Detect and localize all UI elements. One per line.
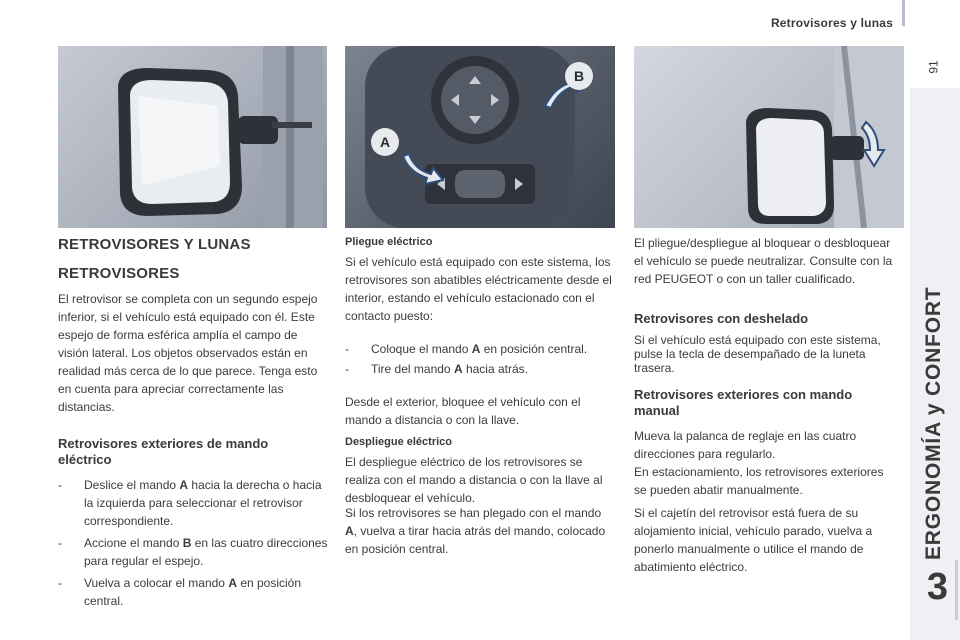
electric-mirrors-heading: Retrovisores exteriores de mando eléctrico xyxy=(58,436,269,467)
list-item: - Vuelva a colocar el mando A en posición central. xyxy=(58,576,302,608)
fold-list xyxy=(345,340,620,378)
callout-b: B xyxy=(573,68,585,84)
chapter-number: 3 xyxy=(926,566,948,608)
list-item: - Accione el mando B en las cuatro direcciones para regular el espejo. xyxy=(58,536,328,568)
section-label xyxy=(916,286,952,560)
intro-paragraph: El retrovisor se completa con un segundo espejo inferior, si el vehículo está equipado con él. Este espejo de forma esférica amplía el campo de visión lateral. Los objetos observados están en realidad más cerca de lo que parece. Tenga esto en cuenta para apreciar correctamente las distancias. xyxy=(58,292,318,414)
page-header xyxy=(0,0,905,44)
header-title: Retrovisores y lunas xyxy=(770,16,893,30)
fold-paragraph: Si el vehículo está equipado con este sistema, los retrovisores son abatibles eléctricamente desde el interior, estando el vehículo estacionado con el contacto puesto: xyxy=(345,255,612,323)
unfold-heading: Despliegue eléctrico xyxy=(345,436,452,448)
fold-heading: Pliegue eléctrico xyxy=(345,236,433,248)
unfold-paragraph-2: Si los retrovisores se han plegado con el mando A, vuelva a tirar hacia atrás del mando, colocado en posición central. xyxy=(345,506,606,556)
mirror-photo xyxy=(58,46,327,228)
control-illustration xyxy=(345,46,615,228)
electric-mirrors-list xyxy=(58,476,330,610)
defrost-heading: Retrovisores con deshelado xyxy=(634,311,809,326)
folded-mirror-illustration xyxy=(634,46,904,228)
manual-paragraph-1: Mueva la palanca de reglaje en las cuatro direcciones para regularlo. xyxy=(634,429,857,461)
section-title: RETROVISORES Y LUNAS xyxy=(58,236,251,253)
defrost-paragraph: Si el vehículo está equipado con este sistema, pulse la tecla de desempañado de la luneta trasera. xyxy=(634,333,881,375)
manual-paragraph-2: En estacionamiento, los retrovisores exteriores se pueden abatir manualmente. xyxy=(634,465,884,497)
neutralize-paragraph: El pliegue/despliegue al bloquear o desbloquear el vehículo se puede neutralizar. Consulte con la red PEUGEOT o con un taller cualificado. xyxy=(634,236,893,286)
mirror-illustration xyxy=(58,46,327,228)
callout-a: A xyxy=(379,134,391,150)
control-photo xyxy=(345,46,615,228)
folded-mirror-photo xyxy=(634,46,904,228)
outside-paragraph: Desde el exterior, bloquee el vehículo con el mando a distancia o con la llave. xyxy=(345,395,581,427)
list-item: - Deslice el mando A hacia la derecha o hacia la izquierda para seleccionar el retrovisor correspondiente. xyxy=(58,478,322,528)
section-label-text: ERGONOMÍA y CONFORT xyxy=(922,286,945,560)
section-subtitle: RETROVISORES xyxy=(58,265,180,282)
manual-paragraph-3: Si el cajetín del retrovisor está fuera de su alojamiento inicial, vehículo parado, vuelva a ponerlo manualmente o utilice el mando de abatimiento eléctrico. xyxy=(634,506,873,574)
page-number: 91 xyxy=(926,60,941,74)
list-item: - Coloque el mando A en posición central. xyxy=(345,342,588,356)
list-item: - Tire del mando A hacia atrás. xyxy=(345,362,528,376)
unfold-paragraph: El despliegue eléctrico de los retrovisores se realiza con el mando a distancia o con la llave al desbloquear el vehículo. xyxy=(345,455,603,505)
manual-heading: Retrovisores exteriores con mando manual xyxy=(634,387,853,418)
chapter-divider xyxy=(955,560,958,620)
header-divider xyxy=(902,0,905,26)
